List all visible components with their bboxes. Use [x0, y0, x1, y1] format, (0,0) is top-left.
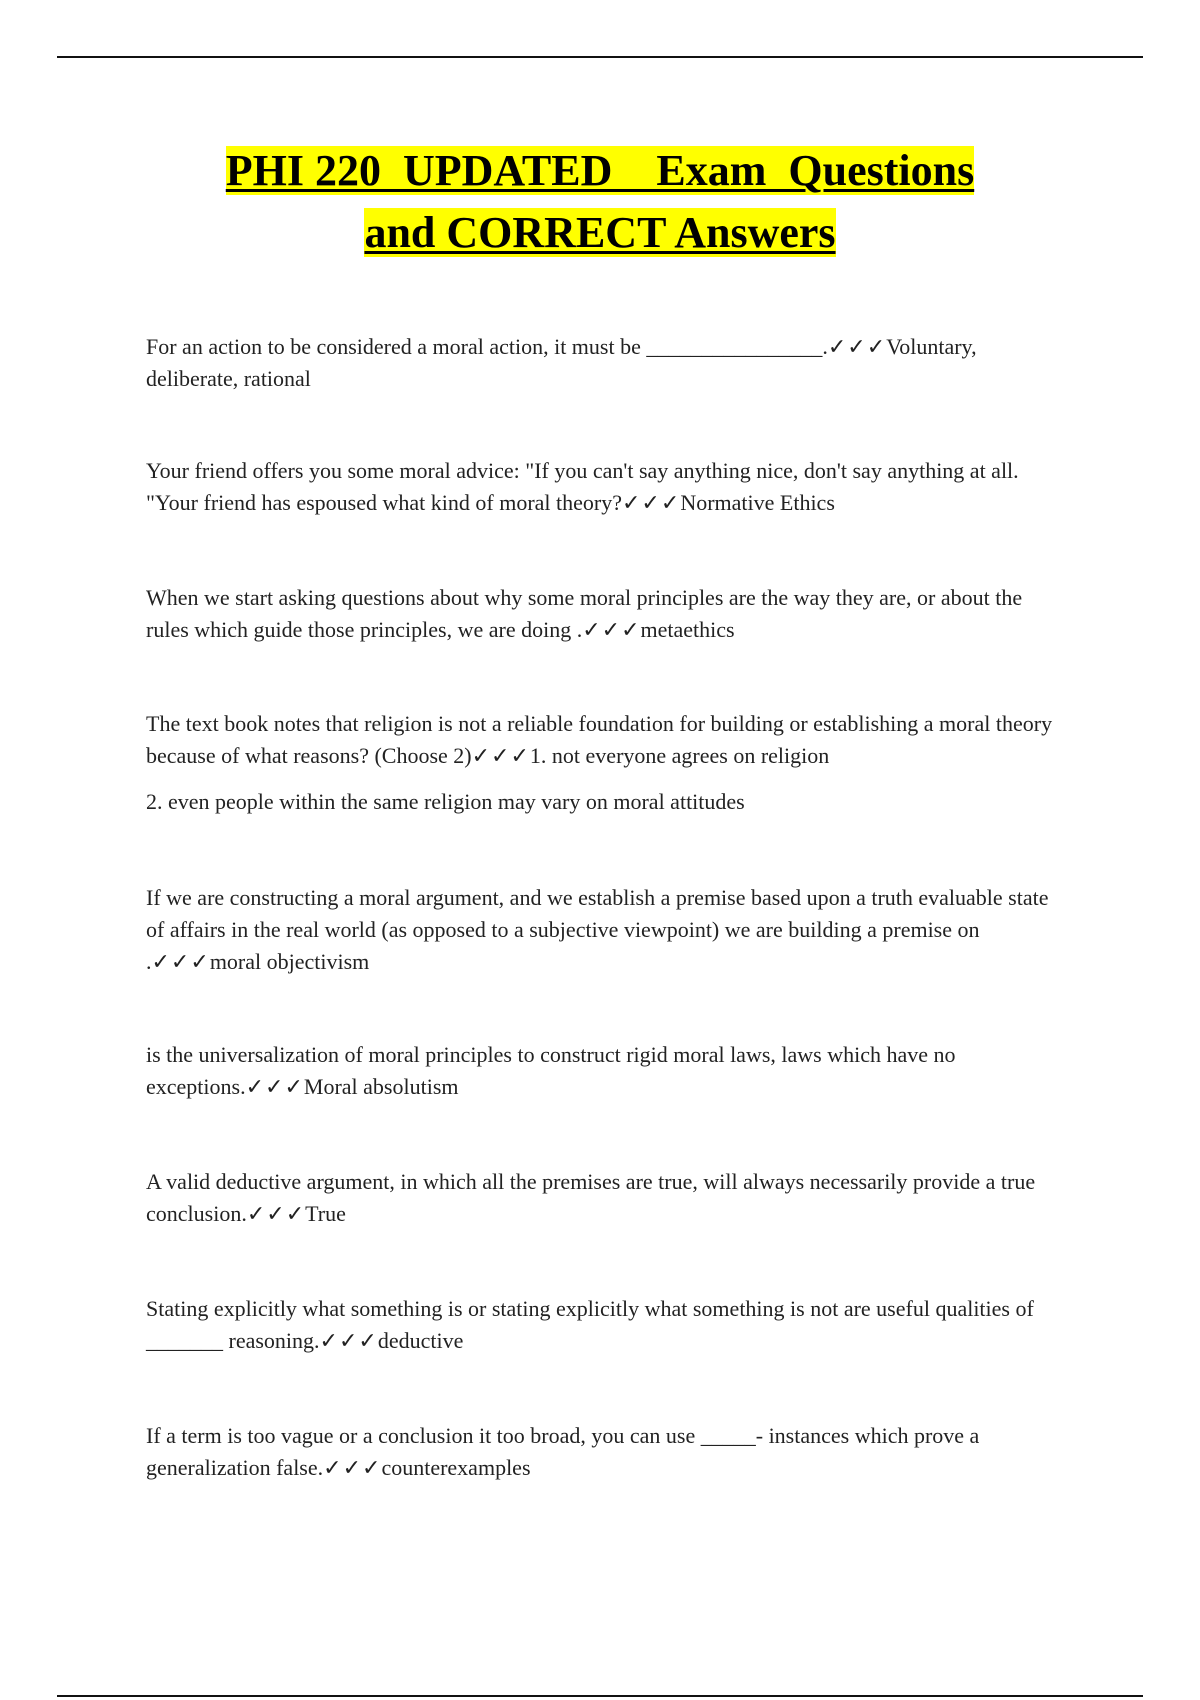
qa-item-4	[146, 708, 1066, 818]
qa-item-9	[146, 1420, 1066, 1484]
checkmark-icon: ✓✓✓	[827, 334, 887, 359]
answer-text: metaethics	[640, 617, 735, 642]
checkmark-icon: ✓✓✓	[582, 617, 641, 642]
qa-item-6	[146, 1039, 1066, 1103]
answer-text-line-2: 2. even people within the same religion may vary on moral attitudes	[146, 789, 745, 814]
question-text: Stating explicitly what something is or stating explicitly what something is not are useful qualities of _______ reasoning.	[146, 1296, 1034, 1353]
qa-item-2	[146, 455, 1066, 519]
question-text: is the universalization of moral principles to construct rigid moral laws, laws which have no exceptions.	[146, 1042, 956, 1099]
answer-text: Normative Ethics	[680, 490, 835, 515]
qa-item-7	[146, 1166, 1066, 1230]
checkmark-icon: ✓✓✓	[323, 1455, 382, 1480]
answer-text: moral objectivism	[209, 949, 370, 974]
checkmark-icon: ✓✓✓	[246, 1201, 306, 1226]
question-text: If a term is too vague or a conclusion it too broad, you can use _____- instances which prove a generalization false.	[146, 1423, 980, 1480]
answer-text: deductive	[377, 1328, 464, 1353]
title-line-1: PHI 220 UPDATED Exam Questions	[225, 146, 975, 195]
answer-text: Voluntary, deliberate, rational	[146, 334, 977, 391]
question-text: If we are constructing a moral argument, and we establish a premise based upon a truth evaluable state of affairs in the real world (as opposed to a subjective viewpoint) we are building a premise on .	[146, 885, 1049, 974]
top-rule	[57, 56, 1143, 58]
question-text: A valid deductive argument, in which all the premises are true, will always necessarily provide a true conclusion.	[146, 1169, 1036, 1226]
title-line-2: and CORRECT Answers	[364, 208, 836, 257]
qa-item-1	[146, 331, 1066, 395]
checkmark-icon: ✓✓✓	[471, 743, 530, 768]
document-title	[100, 140, 1100, 264]
bottom-rule	[57, 1695, 1143, 1697]
question-text: Your friend offers you some moral advice: "If you can't say anything nice, don't say anything at all. "Your friend has espoused what kind of moral theory?	[146, 458, 1019, 515]
question-text: For an action to be considered a moral action, it must be ________________.	[146, 334, 828, 359]
answer-text: Moral absolutism	[303, 1074, 459, 1099]
qa-item-3	[146, 582, 1066, 646]
question-text: When we start asking questions about why some moral principles are the way they are, or about the rules which guide those principles, we are doing .	[146, 585, 1023, 642]
checkmark-icon: ✓✓✓	[245, 1074, 304, 1099]
checkmark-icon: ✓✓✓	[319, 1328, 378, 1353]
qa-item-5	[146, 882, 1066, 978]
checkmark-icon: ✓✓✓	[622, 490, 681, 515]
answer-text: True	[305, 1201, 346, 1226]
qa-item-8	[146, 1293, 1066, 1357]
checkmark-icon: ✓✓✓	[151, 949, 210, 974]
answer-text: counterexamples	[381, 1455, 531, 1480]
answer-text: 1. not everyone agrees on religion	[529, 743, 830, 768]
question-text: The text book notes that religion is not a reliable foundation for building or establishing a moral theory because of what reasons? (Choose 2)	[146, 711, 1053, 768]
